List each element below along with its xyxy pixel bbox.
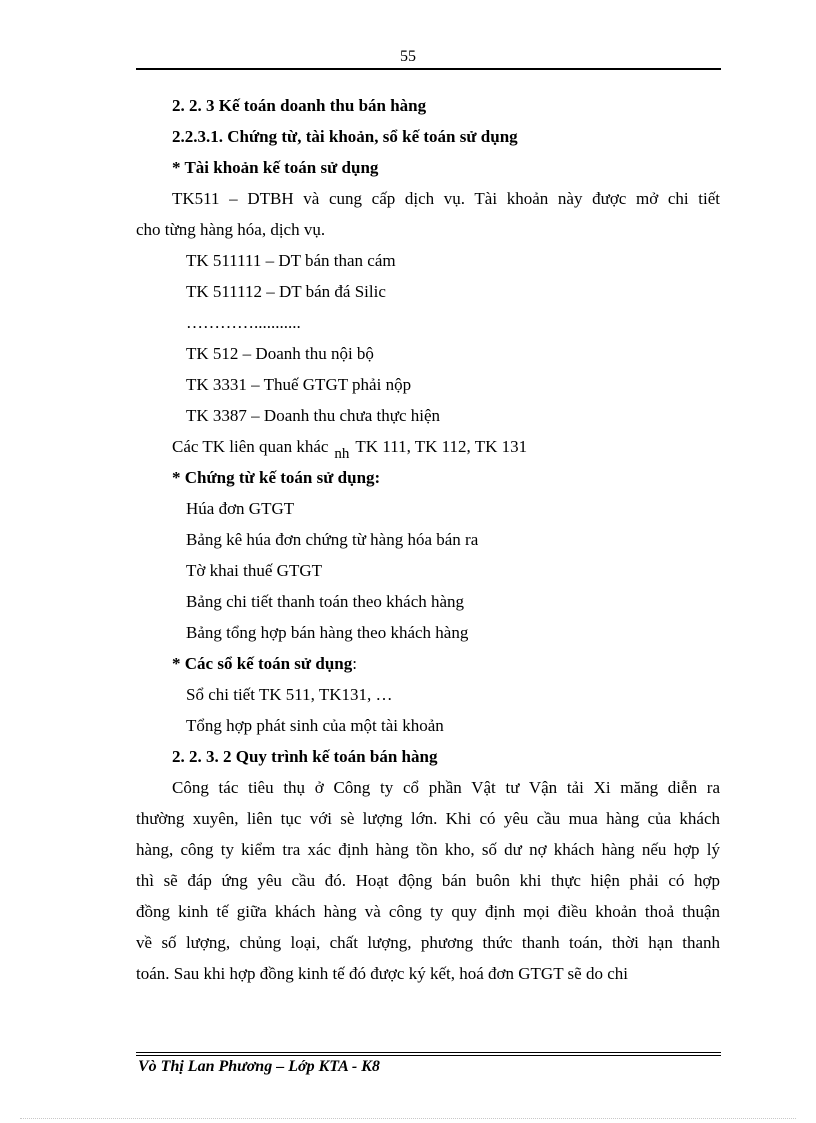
paragraph-line-last: toán. Sau khi hợp đồng kinh tế đó được ký kết, hoá đơn GTGT sẽ do chi <box>136 964 628 983</box>
related-accounts-prefix: Các TK liên quan khác <box>172 437 329 456</box>
book-item: Sổ chi tiết TK 511, TK131, … <box>186 685 393 704</box>
books-heading <box>172 654 357 674</box>
account-item: TK 3331 – Thuế GTGT phải nộp <box>186 375 412 394</box>
account-item: TK 511111 – DT bán than cám <box>186 251 396 270</box>
book-item: Tổng hợp phát sinh của một tài khoản <box>186 716 444 735</box>
voucher-item: Bảng kê húa đơn chứng từ hàng hóa bán ra <box>186 530 479 549</box>
subsection-heading-2-2-3-1: 2.2.3.1. Chứng từ, tài khoản, sổ kế toán sử dụng <box>172 127 518 146</box>
account-item: TK 512 – Doanh thu nội bộ <box>186 344 374 363</box>
related-accounts-line <box>172 437 528 462</box>
account-item: TK 511112 – DT bán đá Silic <box>186 282 386 301</box>
footer-rule <box>136 1052 721 1056</box>
related-accounts-list: TK 111, TK 112, TK 131 <box>355 437 528 456</box>
books-heading-colon: : <box>352 654 357 673</box>
voucher-item: Tờ khai thuế GTGT <box>186 561 322 580</box>
page-bottom-dotted-line <box>20 1118 796 1119</box>
voucher-item: Húa đơn GTGT <box>186 499 295 518</box>
related-accounts-sub: nh <box>334 446 350 462</box>
vouchers-heading: * Chứng từ kế toán sử dụng: <box>172 468 381 487</box>
accounts-heading: * Tài khoản kế toán sử dụng <box>172 158 379 177</box>
books-heading-text: * Các sổ kế toán sử dụng <box>172 654 353 673</box>
paragraph-line: về số lượng, chủng loại, chất lượng, phương thức thanh toán, thời hạn thanh <box>136 933 720 952</box>
paragraph-tk511-line1: TK511 – DTBH và cung cấp dịch vụ. Tài khoản này được mở chi tiết <box>172 189 720 208</box>
account-item-ellipsis: …………........... <box>186 313 301 332</box>
page-number: 55 <box>400 48 416 65</box>
paragraph-line: Công tác tiêu thụ ở Công ty cổ phần Vật tư Vận tải Xi măng diễn ra <box>172 778 720 797</box>
voucher-item: Bảng chi tiết thanh toán theo khách hàng <box>186 592 465 611</box>
footer-author: Vò Thị Lan Phương – Lớp KTA - K8 <box>138 1058 380 1075</box>
paragraph-line: hàng, công ty kiểm tra xác định hàng tồn kho, số dư nợ khách hàng nếu hợp lý <box>136 840 720 859</box>
section-heading-2-2-3: 2. 2. 3 Kế toán doanh thu bán hàng <box>172 96 427 115</box>
account-item: TK 3387 – Doanh thu chưa thực hiện <box>186 406 441 425</box>
header-rule <box>136 68 721 70</box>
paragraph-line: thường xuyên, liên tục với sè lượng lớn. Khi có yêu cầu mua hàng của khách <box>136 809 720 828</box>
voucher-item: Bảng tổng hợp bán hàng theo khách hàng <box>186 623 469 642</box>
paragraph-line: thì sẽ đáp ứng yêu cầu đó. Hoạt động bán buôn khi thực hiện phải có hợp <box>136 871 720 890</box>
subsection-heading-2-2-3-2: 2. 2. 3. 2 Quy trình kế toán bán hàng <box>172 747 438 766</box>
paragraph-line: đồng kinh tế giữa khách hàng và công ty quy định mọi điều khoản thoả thuận <box>136 902 720 921</box>
paragraph-tk511-line2: cho từng hàng hóa, dịch vụ. <box>136 220 326 239</box>
